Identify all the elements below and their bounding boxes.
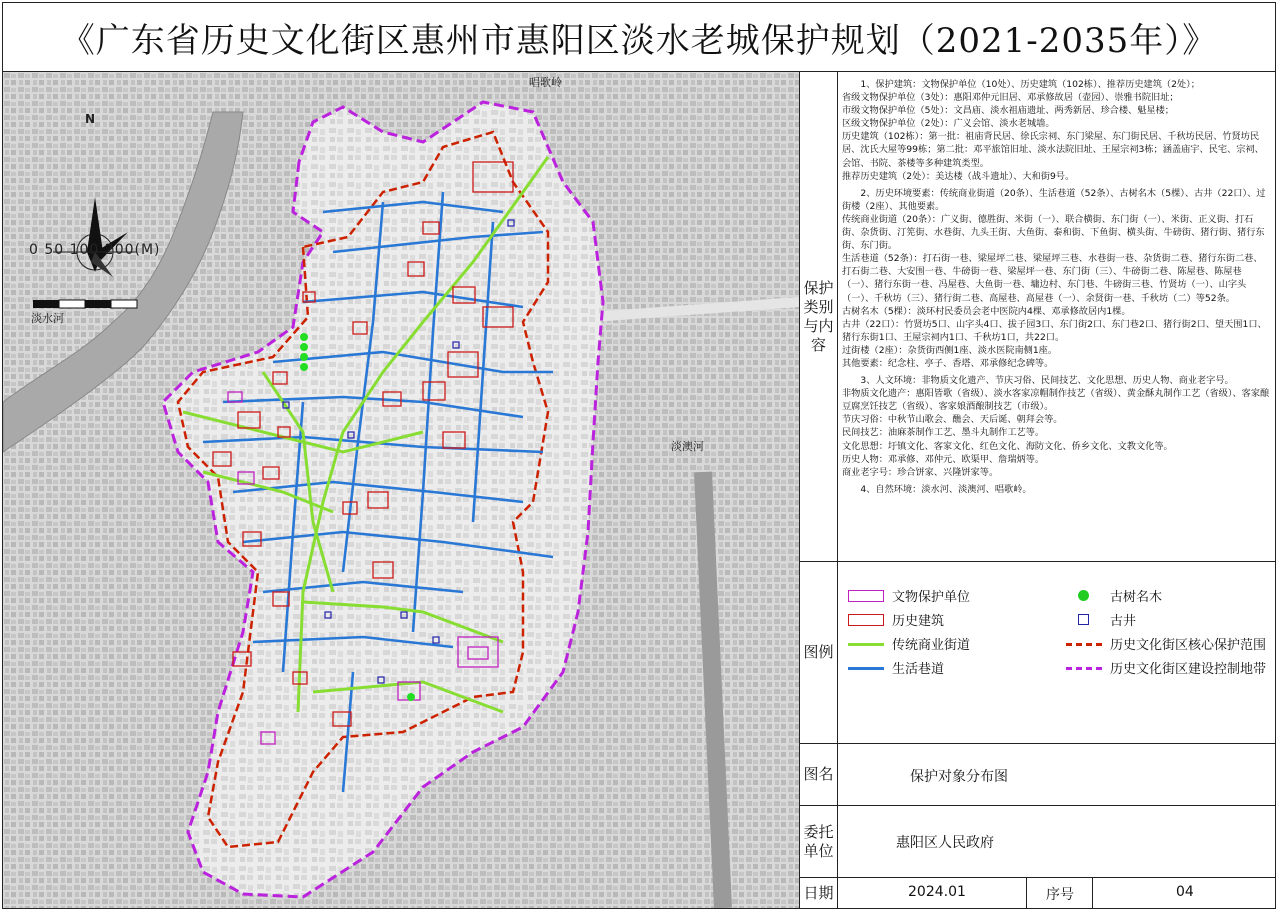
- legend-section: [800, 562, 1276, 744]
- client-section: [800, 806, 1276, 878]
- protection-line: 省级文物保护单位（3处）：惠阳邓仲元旧居、邓承修故居（壶园）、崇雅书院旧址；: [842, 92, 1179, 104]
- legend-text: 古树名木: [1110, 590, 1163, 605]
- river-label-danshui: 淡水河: [31, 312, 64, 325]
- legend-item: [848, 634, 970, 653]
- legend-swatch: [848, 662, 884, 674]
- client-value: 惠阳区人民政府: [896, 835, 994, 851]
- legend-item: [848, 610, 944, 629]
- protection-text: [842, 78, 1270, 500]
- protection-section: [800, 72, 1276, 562]
- hill-label: 唱歌岭: [529, 76, 562, 89]
- protection-line: 节庆习俗：中秋节山歌会、醮会、天后诞、朝拜会等。: [842, 414, 1063, 426]
- protection-line: 1、保护建筑：文物保护单位（10处）、历史建筑（102栋）、推荐历史建筑（2处）；: [860, 79, 1200, 90]
- legend-text: 历史文化街区核心保护范围: [1110, 638, 1267, 653]
- river-label-danao: 淡澳河: [671, 440, 704, 453]
- legend-text: 传统商业街道: [892, 638, 971, 653]
- legend-text: 古井: [1110, 614, 1137, 629]
- protection-line: 3、人文环境：非物质文化遗产、节庆习俗、民间技艺、文化思想、历史人物、商业老字号。: [860, 375, 1234, 387]
- legend-swatch: [1066, 614, 1102, 626]
- legend-swatch: [1066, 638, 1102, 650]
- protection-line: 商业老字号：珍合饼家、兴隆饼家等。: [842, 466, 999, 478]
- north-label: N: [85, 112, 96, 126]
- date-label: 日期: [800, 878, 838, 908]
- protection-line: 区级文物保护单位（2处）：广义会馆、淡水老城墙。: [842, 118, 1055, 130]
- protection-line: 其他要素：纪念柱、亭子、香塔、邓承修纪念碑等。: [842, 357, 1054, 369]
- map-area[interactable]: [3, 72, 800, 908]
- legend-item: [1066, 634, 1266, 653]
- legend-item: [1066, 610, 1136, 629]
- legend-swatch: [848, 638, 884, 650]
- protection-line: 历史建筑（102栋）：第一批：祖庙背民居、徐氏宗祠、东门梁屋、东门街民居、千秋坊民居、竹贤坊民居、沈氏大屋等99栋；第二批：邓平旅馆旧址、淡水法院旧址、王屋宗祠3栋；涵盖庙宇、民宅、宗祠、会馆、书院、茶楼等多种建筑类型。: [842, 131, 1264, 169]
- protection-line: 古井（22口）：竹贤坊5口、山字头4口、拔子园3口、东门街2口、东门巷2口、猪行街2口、望天围1口、猪行东街1口、王屋宗祠内1口、千秋坊1口，共22口。: [842, 318, 1267, 343]
- protection-paragraph: [842, 374, 1270, 479]
- legend-text: 历史建筑: [892, 614, 945, 629]
- scale-label: 0 50 100 200(M): [29, 242, 161, 258]
- legend-item: [1066, 586, 1162, 605]
- date-value: 2024.01: [908, 884, 966, 900]
- scale-bar: [33, 300, 137, 308]
- info-panel: [800, 72, 1276, 908]
- protection-paragraph: [842, 187, 1270, 370]
- protection-line: 非物质文化遗产：惠阳皆歌（省级）、淡水客家凉帽制作技艺（省级）、黄金酥丸制作工艺（省级）、客家酿豆腐烹饪技艺（省级）、客家娘酒酿制技艺（市级）。: [842, 388, 1270, 413]
- protection-line: 民间技艺：油麻茶制作工艺、墨斗丸制作工艺等。: [842, 427, 1045, 439]
- protection-paragraph: [842, 78, 1270, 183]
- legend-item: [1066, 658, 1266, 677]
- date-divider: [1026, 878, 1027, 908]
- client-label: 委托单位: [800, 806, 838, 877]
- protection-line: 历史人物：邓承修、邓仲元、欧渠甲、詹瑞炳等。: [842, 453, 1045, 465]
- legend-swatch: [1066, 590, 1102, 602]
- legend-swatch: [848, 590, 884, 602]
- protection-line: 古树名木（5棵）：淡环村民委员会老中医院内4棵、邓承修故居内1棵。: [842, 305, 1131, 317]
- legend-label: 图例: [800, 562, 838, 743]
- map-title: 《广东省历史文化街区惠州市惠阳区淡水老城保护规划（2021-2035年）》: [3, 3, 1275, 72]
- map-canvas: [3, 72, 799, 908]
- legend-text: 历史文化街区建设控制地带: [1110, 662, 1267, 677]
- protection-line: 传统商业街道（20条）：广义街、德胜街、米街（一）、联合横街、东门街（一）、米街、正义街、打石街、杂货街、汀筅街、水巷街、九头王街、大鱼街、泰和街、下鱼街、横头街、牛磅街、猪行街、猪行东街、东门街。: [842, 213, 1265, 252]
- protection-label: 保护类别与内容: [800, 72, 838, 561]
- mapname-section: [800, 744, 1276, 806]
- protection-line: 市级文物保护单位（5处）：文昌庙、淡水祖庙遗址、两秀新居、珍合楼、魁星楼；: [842, 105, 1174, 117]
- protection-line: 生活巷道（52条）：打石街一巷、梁屋坪二巷、梁屋坪三巷、水巷街一巷、杂货街二巷、猪行东街二巷、打石街二巷、大安围一巷、牛磅街一巷、梁屋坪一巷、东门街（三）、牛磅街二巷、陈屋巷、陈屋巷（一）、猪行东街一巷、冯屋巷、大鱼街一巷、墉边村、东门巷、牛磅街三巷、竹贤坊（一）、山字头（一）、千秋坊（三）、猪行街二巷、高屋巷、高屋巷（一）、余贤街一巷、千秋坊（二）等52条。: [842, 253, 1263, 304]
- seq-divider: [1092, 878, 1093, 908]
- mapname-label: 图名: [800, 744, 838, 805]
- protection-line: 推荐历史建筑（2处）：美达楼（战斗遗址）、大和街9号。: [842, 170, 1075, 182]
- protection-paragraph: [842, 483, 1270, 496]
- legend-swatch: [1066, 662, 1102, 674]
- mapname-value: 保护对象分布图: [910, 769, 1008, 785]
- protection-line: 过街楼（2座）：杂货街西侧1座、淡水医院南侧1座。: [842, 344, 1058, 356]
- legend-text: 生活巷道: [892, 662, 945, 677]
- seq-value: 04: [1176, 884, 1194, 900]
- protection-line: 2、历史环境要素：传统商业街道（20条）、生活巷道（52条）、古树名木（5棵）、古井（22口）、过街楼（2座）、其他要素。: [842, 187, 1266, 212]
- legend-swatch: [848, 614, 884, 626]
- seq-label: 序号: [1046, 887, 1074, 903]
- legend-item: [848, 586, 970, 605]
- date-section: [800, 878, 1276, 908]
- legend-item: [848, 658, 944, 677]
- protection-line: 4、自然环境：淡水河、淡澳河、唱歌岭。: [860, 483, 1032, 495]
- legend-text: 文物保护单位: [892, 590, 971, 605]
- legend-items: [840, 562, 1276, 743]
- protection-line: 文化思想：圩镇文化、客家文化、红色文化、海防文化、侨乡文化、文教文化等。: [842, 440, 1173, 452]
